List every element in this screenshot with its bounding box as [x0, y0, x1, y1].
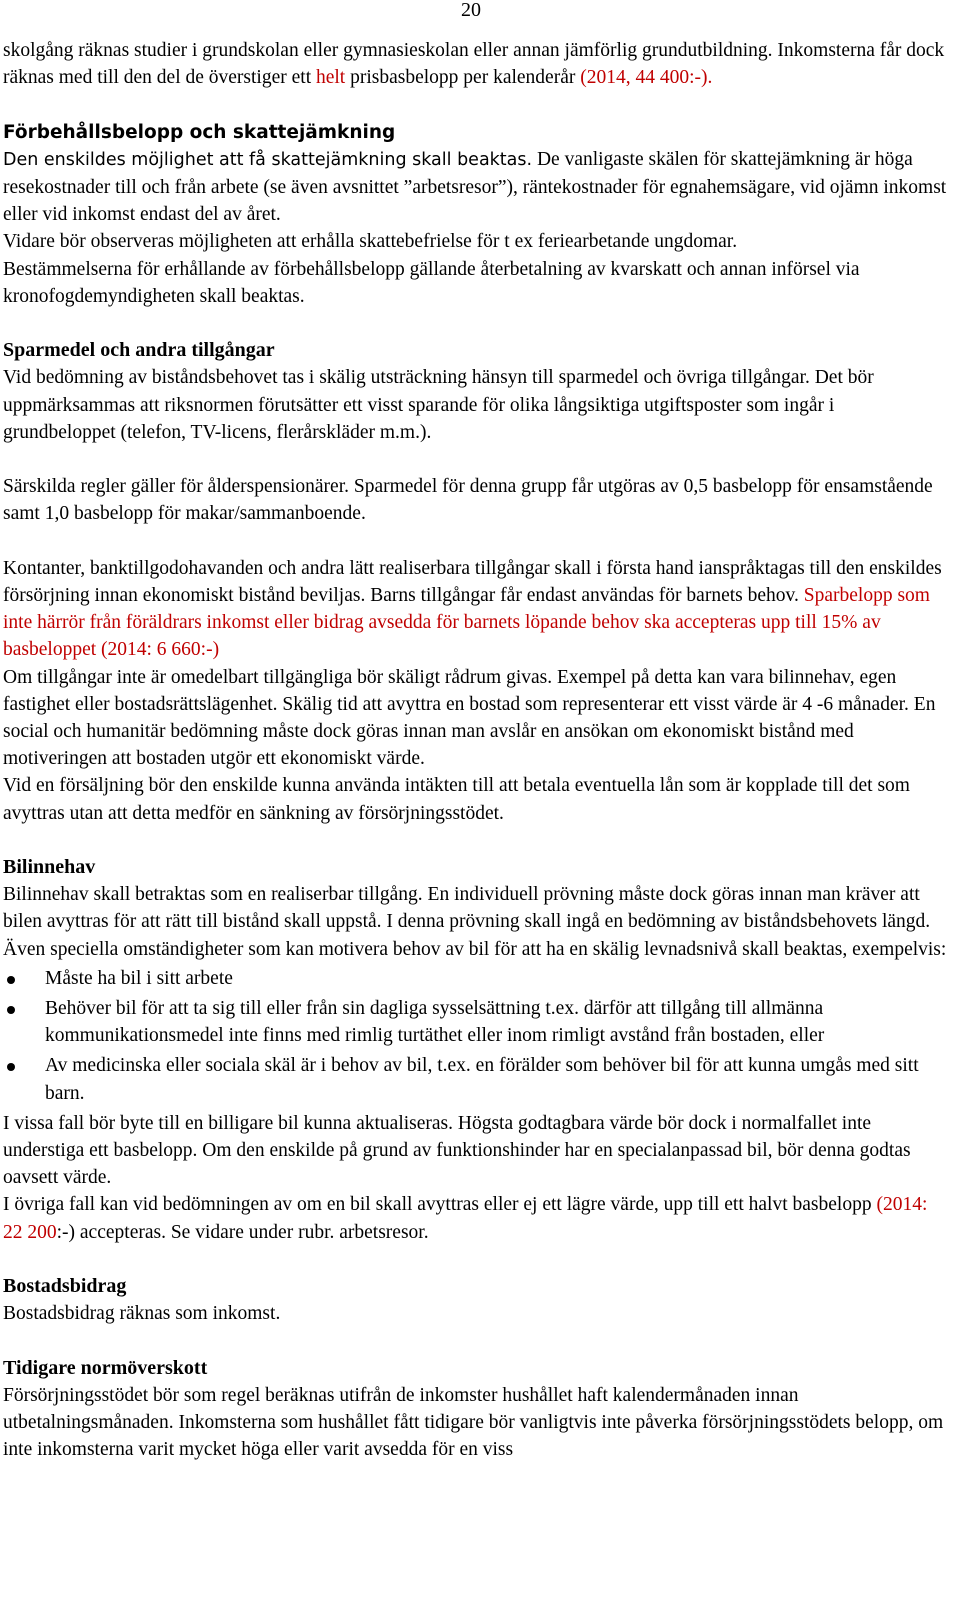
forbehall-lead: Den enskildes möjlighet att få skattejämkning skall beaktas.: [3, 149, 533, 170]
highlight-helt: helt: [315, 67, 346, 89]
heading-tidigare-normoverskott: Tidigare normöverskott: [3, 1356, 208, 1379]
bilinnehav-paragraph-3: [3, 1191, 948, 1245]
list-item: [3, 965, 948, 992]
tidigare-paragraph: Försörjningsstödet bör som regel beräknas utifrån de inkomster hushållet haft kalendermånaden innan utbetalningsmånaden. Inkomsterna som hushållet fått tidigare bör vanligtvis inte påverka försörjningsstödets belopp, om inte inkomsterna varit mycket höga eller varit avsedda för en viss: [3, 1384, 944, 1461]
forbehall-paragraph-2: Vidare bör observeras möjligheten att erhålla skattebefrielse för t ex feriearbetande ungdomar.: [3, 231, 738, 253]
bilinnehav-paragraph-1: Bilinnehav skall betraktas som en realiserbar tillgång. En individuell prövning måste dock göras innan man kräver att bilen avyttras för att rätt till bistånd skall uppstå. I denna prövning skall ingå en bedömning av biståndsbehovets längd. Även speciella omständigheter som kan motivera behov av bil för att ha en skälig levnadsnivå skall beaktas, exempelvis:: [3, 884, 947, 960]
sparmedel-text: Kontanter, banktillgodohavanden och andra lätt realiserbara tillgångar skall i första hand ianspråktagas till den enskildes försörjning innan ekonomiskt bistånd beviljas. Barns tillgångar får endast användas för barnets behov.: [3, 557, 942, 606]
page-number: 20: [461, 0, 481, 21]
spacer: [3, 310, 948, 337]
spacer: [3, 446, 948, 473]
intro-paragraph: [3, 37, 948, 91]
list-item-text: Av medicinska eller sociala skäl är i behov av bil, t.ex. en förälder som behöver bil för att kunna umgås med sitt barn.: [45, 1055, 919, 1104]
bostadsbidrag-paragraph: Bostadsbidrag räknas som inkomst.: [3, 1303, 281, 1325]
bilinnehav-paragraph-2: I vissa fall bör byte till en billigare bil kunna aktualiseras. Högsta godtagbara värde bör dock i normalfallet inte understiga ett basbelopp. Om den enskilde på grund av funktionshinder har en specialanpassad bil, bör denna godtas oavsett värde.: [3, 1112, 911, 1189]
intro-text-2: prisbasbelopp per kalenderår: [345, 67, 581, 89]
bilinnehav-bullet-list: [3, 965, 948, 1107]
forbehall-paragraph-1: [3, 146, 948, 229]
heading-bilinnehav: Bilinnehav: [3, 856, 96, 879]
highlight-sparbelopp: Sparbelopp som inte härrör från föräldrars inkomst eller bidrag avsedda för barnets löpande behov ska accepteras upp till 15% av basbeloppet: [3, 585, 930, 661]
heading-bostadsbidrag: Bostadsbidrag: [3, 1275, 127, 1298]
intro-text: skolgång räknas studier i grundskolan eller gymnasieskolan eller annan jämförlig grundutbildning. Inkomsterna får dock räknas med till den del de överstiger ett: [3, 40, 945, 89]
spacer: [3, 1246, 948, 1273]
spacer: [3, 827, 948, 854]
highlight-belopp-2014: (2014: 6 660:-): [101, 639, 220, 661]
sparmedel-paragraph-3: [3, 555, 948, 664]
bullet-icon: [7, 1063, 15, 1071]
bullet-icon: [7, 976, 15, 984]
forbehall-paragraph-3: Bestämmelserna för erhållande av förbehållsbelopp gällande återbetalning av kvarskatt och annan införsel via kronofogdemyndigheten skall beaktas.: [3, 258, 860, 307]
document-body: [3, 37, 948, 1463]
sparmedel-paragraph-1: Vid bedömning av biståndsbehovet tas i skälig utsträckning hänsyn till sparmedel och övriga tillgångar. Det bör uppmärksammas att riksnormen förutsätter ett visst sparande för olika långsiktiga utgiftsposter som ingår i grundbeloppet (telefon, TV-licens, flerårskläder m.m.).: [3, 367, 874, 443]
list-item-text: Behöver bil för att ta sig till eller från sin dagliga sysselsättning t.ex. därför att tillgång till allmänna kommunikationsmedel inte finns med rimlig turtäthet eller inom rimligt avstånd från bostaden, eller: [45, 998, 825, 1047]
forbehall-text: De vanligaste skälen för skattejämkning är höga resekostnader till och från arbete (se även avsnittet ”arbetsresor”), räntekostnader för egnahemsägare, vid ojämn inkomst eller vid inkomst endast del av året.: [3, 148, 947, 226]
sparmedel-paragraph-4: Om tillgångar inte är omedelbart tillgängliga bör skäligt rådrum givas. Exempel på detta kan vara bilinnehav, egen fastighet eller bostadsrättslägenhet. Skälig tid att avyttra en bostad som representerar ett visst värde är 4 -6 månader. En social och humanitär bedömning måste dock göras innan man avslår en ansökan om ekonomiskt bistånd med motiveringen att bostaden utgör ett ekonomiskt värde.: [3, 666, 936, 770]
highlight-prisbasbelopp: (2014, 44 400:-).: [580, 67, 713, 89]
spacer: [3, 91, 948, 118]
spacer: [3, 528, 948, 555]
bullet-icon: [7, 1006, 15, 1014]
spacer: [3, 1327, 948, 1354]
heading-forbehallsbelopp: Förbehållsbelopp och skattejämkning: [3, 121, 396, 143]
highlight-halvt-basbelopp: (2014: 22 200: [3, 1194, 928, 1243]
list-item: [3, 995, 948, 1049]
sparmedel-paragraph-2: Särskilda regler gäller för ålderspensionärer. Sparmedel för denna grupp får utgöras av 0,5 basbelopp för ensamstående samt 1,0 basbelopp för makar/sammanboende.: [3, 476, 933, 525]
list-item-text: Måste ha bil i sitt arbete: [45, 967, 233, 989]
list-item: [3, 1052, 948, 1106]
heading-sparmedel: Sparmedel och andra tillgångar: [3, 339, 275, 362]
sparmedel-paragraph-5: Vid en försäljning bör den enskilde kunna använda intäkten till att betala eventuella lån som är kopplade till det som avyttras utan att detta medför en sänkning av försörjningsstödet.: [3, 775, 910, 824]
bilinnehav-text-2: :-) accepteras. Se vidare under rubr. arbetsresor.: [56, 1221, 429, 1243]
bilinnehav-text: I övriga fall kan vid bedömningen av om en bil skall avyttras eller ej ett lägre värde, upp till ett halvt basbelopp: [3, 1194, 877, 1216]
